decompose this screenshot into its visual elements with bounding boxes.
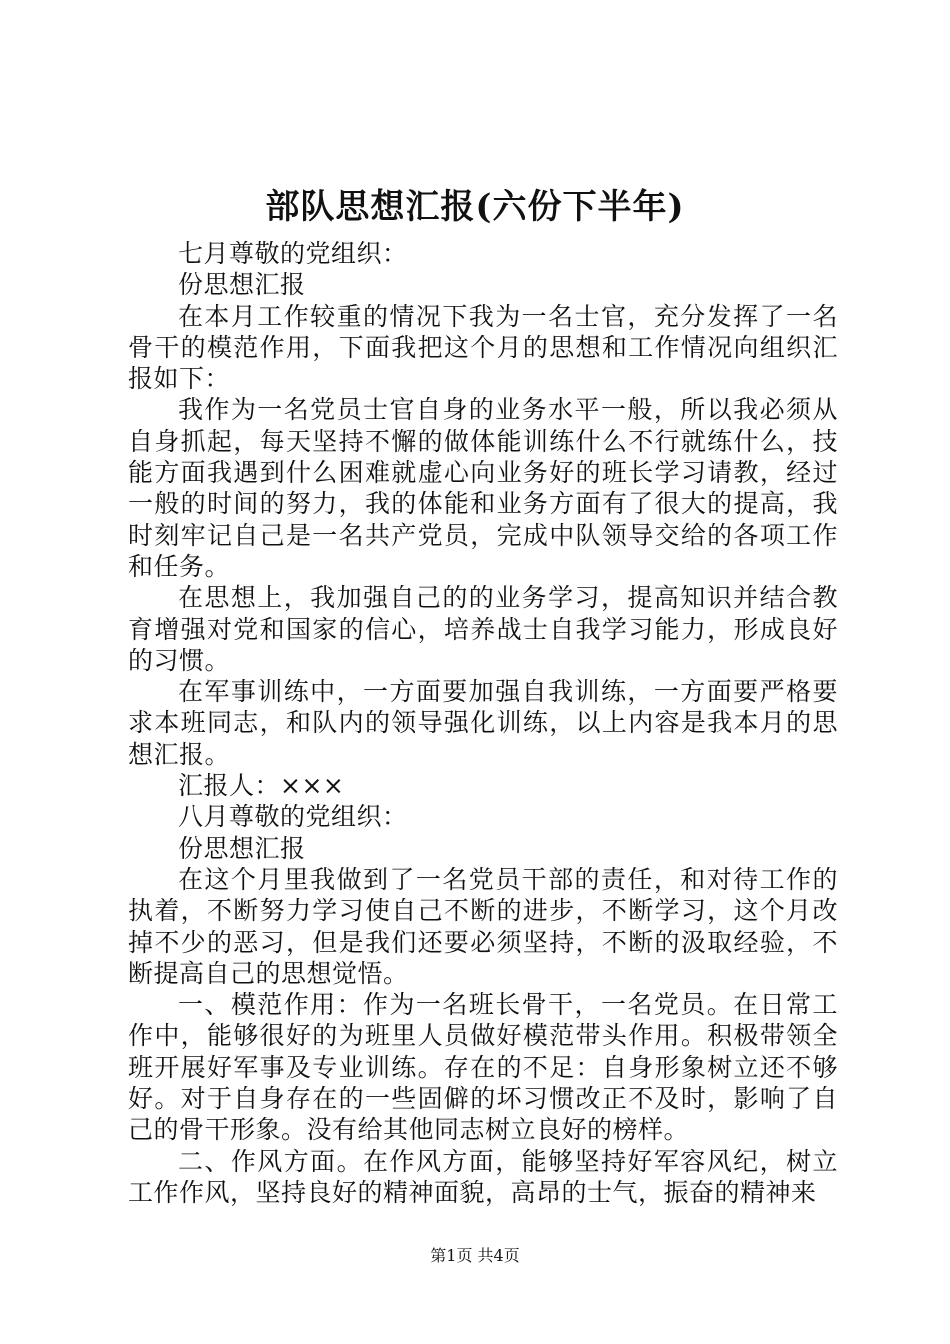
paragraph: 在思想上，我加强自己的的业务学习，提高知识并结合教育增强对党和国家的信心，培养战士自我学习能力，形成良好的习惯。	[128, 583, 838, 675]
paragraph: 份思想汇报	[178, 833, 306, 863]
paragraph: 我作为一名党员士官自身的业务水平一般，所以我必须从自身抓起，每天坚持不懈的做体能训练什么不行就练什么，技能方面我遇到什么困难就虚心向业务好的班长学习请教，经过一般的时间的努力，我的体能和业务方面有了很大的提高，我时刻牢记自己是一名共产党员，完成中队领导交给的各项工作和任务。	[128, 395, 838, 581]
paragraph: 一、模范作用：作为一名班长骨干，一名党员。在日常工作中，能够很好的为班里人员做好模范带头作用。积极带领全班开展好军事及专业训练。存在的不足：自身形象树立还不够好。对于自身存在的一些固僻的坏习惯改正不及时，影响了自己的骨干形象。没有给其他同志树立良好的榜样。	[128, 990, 838, 1145]
paragraph: 在本月工作较重的情况下我为一名士官，充分发挥了一名骨干的模范作用，下面我把这个月的思想和工作情况向组织汇报如下：	[128, 301, 838, 394]
paragraph: 在军事训练中，一方面要加强自我训练，一方面要严格要求本班同志，和队内的领导强化训练，以上内容是我本月的思想汇报。	[128, 677, 838, 769]
paragraph: 七月尊敬的党组织：	[178, 239, 408, 268]
document-title: 部队思想汇报(六份下半年)	[265, 187, 685, 227]
page-number-footer: 第1页 共4页	[430, 1246, 520, 1265]
paragraph: 二、作风方面。在作风方面，能够坚持好军容风纪，树立工作作风，坚持良好的精神面貌，高昂的士气，振奋的精神来	[128, 1146, 838, 1207]
document-body	[128, 238, 838, 1208]
paragraph: 在这个月里我做到了一名党员干部的责任，和对待工作的执着，不断努力学习使自己不断的进步，不断学习，这个月改掉不少的恶习，但是我们还要必须坚持，不断的汲取经验，不断提高自己的思想觉悟。	[128, 864, 838, 988]
paragraph: 汇报人：×××	[178, 771, 345, 801]
paragraph: 份思想汇报	[178, 270, 306, 300]
paragraph: 八月尊敬的党组织：	[178, 802, 408, 832]
